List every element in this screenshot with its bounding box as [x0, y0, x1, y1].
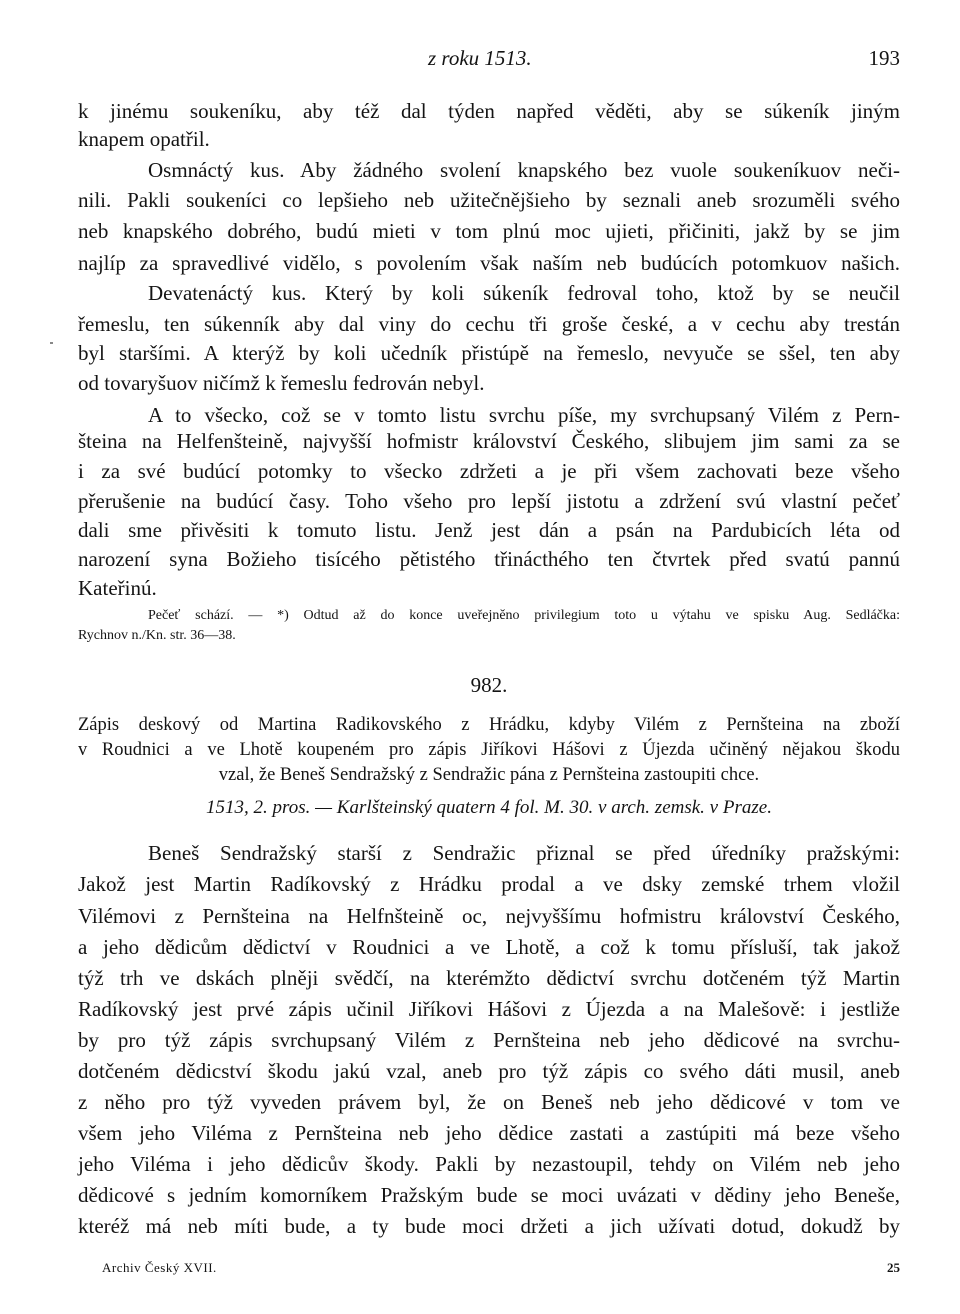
body-line: Devatenáctý kus. Který by koli súkeník fedroval toho, ktož by se neučil — [148, 281, 900, 305]
document-text-line: všem jeho Viléma z Pernšteina neb jeho dědice zastati a zastúpiti má beze všeho — [78, 1121, 900, 1145]
document-text-line: jeho Viléma i jeho dědicův škody. Pakli by nezastoupil, tehdy on Vilém neb jeho — [78, 1152, 900, 1176]
document-text-line: by pro týž zápis svrchupsaný Vilém z Pernšteina neb jeho dědicové na svrchu- — [78, 1028, 900, 1052]
body-line: A to všecko, což se v tomto listu svrchu píše, my svrchupsaný Vilém z Pern- — [148, 403, 900, 427]
body-line: nili. Pakli soukeníci co lepšieho neb užitečnějšieho by seznali aneb srozuměli svého — [78, 188, 900, 212]
document-text-line: kteréž má neb míti bude, a ty bude moci držeti a jich užívati dotud, dokudž by — [78, 1214, 900, 1238]
document-text-line: Radíkovský jest prvé zápis učinil Jiříkovi Hášovi z Újezda a na Malešově: i jestliže — [78, 997, 900, 1021]
document-text-line: Vilémovi z Pernšteina na Helfnšteině oc, nejvyššímu hofmistru království Českého, — [78, 904, 900, 928]
body-line: od tovaryšuov ničímž k řemeslu fedrován nebyl. — [78, 371, 485, 395]
page-number: 193 — [868, 46, 900, 70]
page-header — [78, 46, 900, 76]
sheet-number: 25 — [887, 1260, 900, 1275]
document-title-line: vzal, že Beneš Sendražský z Sendražic pána z Pernšteina zastoupiti chce. — [218, 765, 760, 785]
body-line: přerušenie na budúcí časy. Toho všeho pro lepší jistotu a zdržení svú vlastní pečeť — [78, 489, 900, 513]
running-title: z roku 1513. — [428, 46, 532, 70]
document-text-line: Jakož jest Martin Radíkovský z Hrádku prodal a ve dsky zemské trhem vložil — [78, 872, 900, 896]
body-line: řemeslu, ten súkenník aby dal viny do cechu tři groše české, a v cechu aby trestán — [78, 312, 900, 336]
document-text-line: týž trh ve dskách plněji svědčí, na kterémžto dědictví svrchu dotčeném týž Martin — [78, 966, 900, 990]
document-source: 1513, 2. pros. — Karlšteinský quatern 4 fol. M. 30. v arch. zemsk. v Praze. — [206, 797, 772, 818]
document-text-line: dědicové s jedním komorníkem Pražským bude se moci uvázati v dědiny jeho Beneše, — [78, 1183, 900, 1207]
document-text-line: Beneš Sendražský starší z Sendražic přiznal se před úředníky pražskými: — [148, 841, 900, 865]
document-title-line: v Roudnici a ve Lhotě koupeném pro zápis Jiříkovi Hášovi z Újezda učiněný nějakou škodu — [78, 740, 900, 760]
body-line: Kateřinú. — [78, 576, 157, 600]
body-line: k jinému soukeníku, aby též dal týden napřed věděti, aby se súkeník jiným — [78, 99, 900, 123]
document-text-line: z něho pro týž vyveden právem byl, že on Beneš neb jeho dědicové v tom ve — [78, 1090, 900, 1114]
body-line: knapem opatřil. — [78, 127, 210, 151]
body-line: dali sme přivěsiti k tomuto listu. Jenž jest dán a psán na Pardubicích léta od — [78, 518, 900, 542]
body-line: byl staršími. A kterýž by koli učedník přistúpě na řemeslo, nevyuče se sšel, ten aby — [78, 341, 900, 365]
body-line: narození syna Božieho tisícého pětistého třinácthého ten čtvrtek před svatú pannú — [78, 547, 900, 571]
body-line: neb knapského dobrého, budú mieti v tom plnú moc ujieti, přičiniti, jakž by se jim — [78, 219, 900, 243]
document-text-line: dotčeném dědicství škodu jakú vzal, aneb pro týž zápis co svého dáti musil, aneb — [78, 1059, 900, 1083]
document-title-line: Zápis deskový od Martina Radikovského z Hrádku, kdyby Vilém z Pernšteina na zboží — [78, 715, 900, 735]
margin-dot — [50, 342, 53, 344]
footnote-line: Pečeť schází. — *) Odtud až do konce uveřejněno privilegium toto u výtahu ve spisku Aug. Sedláčka: — [148, 608, 900, 623]
document-text-line: a jeho dědicům dědictví v Roudnici a ve Lhotě, a což k tomu přísluší, tak jakož — [78, 935, 900, 959]
body-line: najlíp za spravedlivé vidělo, s povolením však naším neb budúcích potomkuov našich. — [78, 251, 900, 275]
document-page — [78, 0, 900, 1314]
body-line: šteina na Helfenšteině, najvyšší hofmistr království Českého, slibujem jim sami za se — [78, 429, 900, 453]
body-line: i za své budúcí potomky to všecko zdržeti a je při všem zachovati beze všeho — [78, 459, 900, 483]
body-line: Osmnáctý kus. Aby žádného svolení knapského bez vuole soukeníkuov neči- — [148, 158, 900, 182]
signature-mark: Archiv Český XVII. — [102, 1260, 217, 1275]
document-number: 982. — [470, 673, 508, 697]
footnote-line: Rychnov n./Kn. str. 36—38. — [78, 628, 236, 643]
